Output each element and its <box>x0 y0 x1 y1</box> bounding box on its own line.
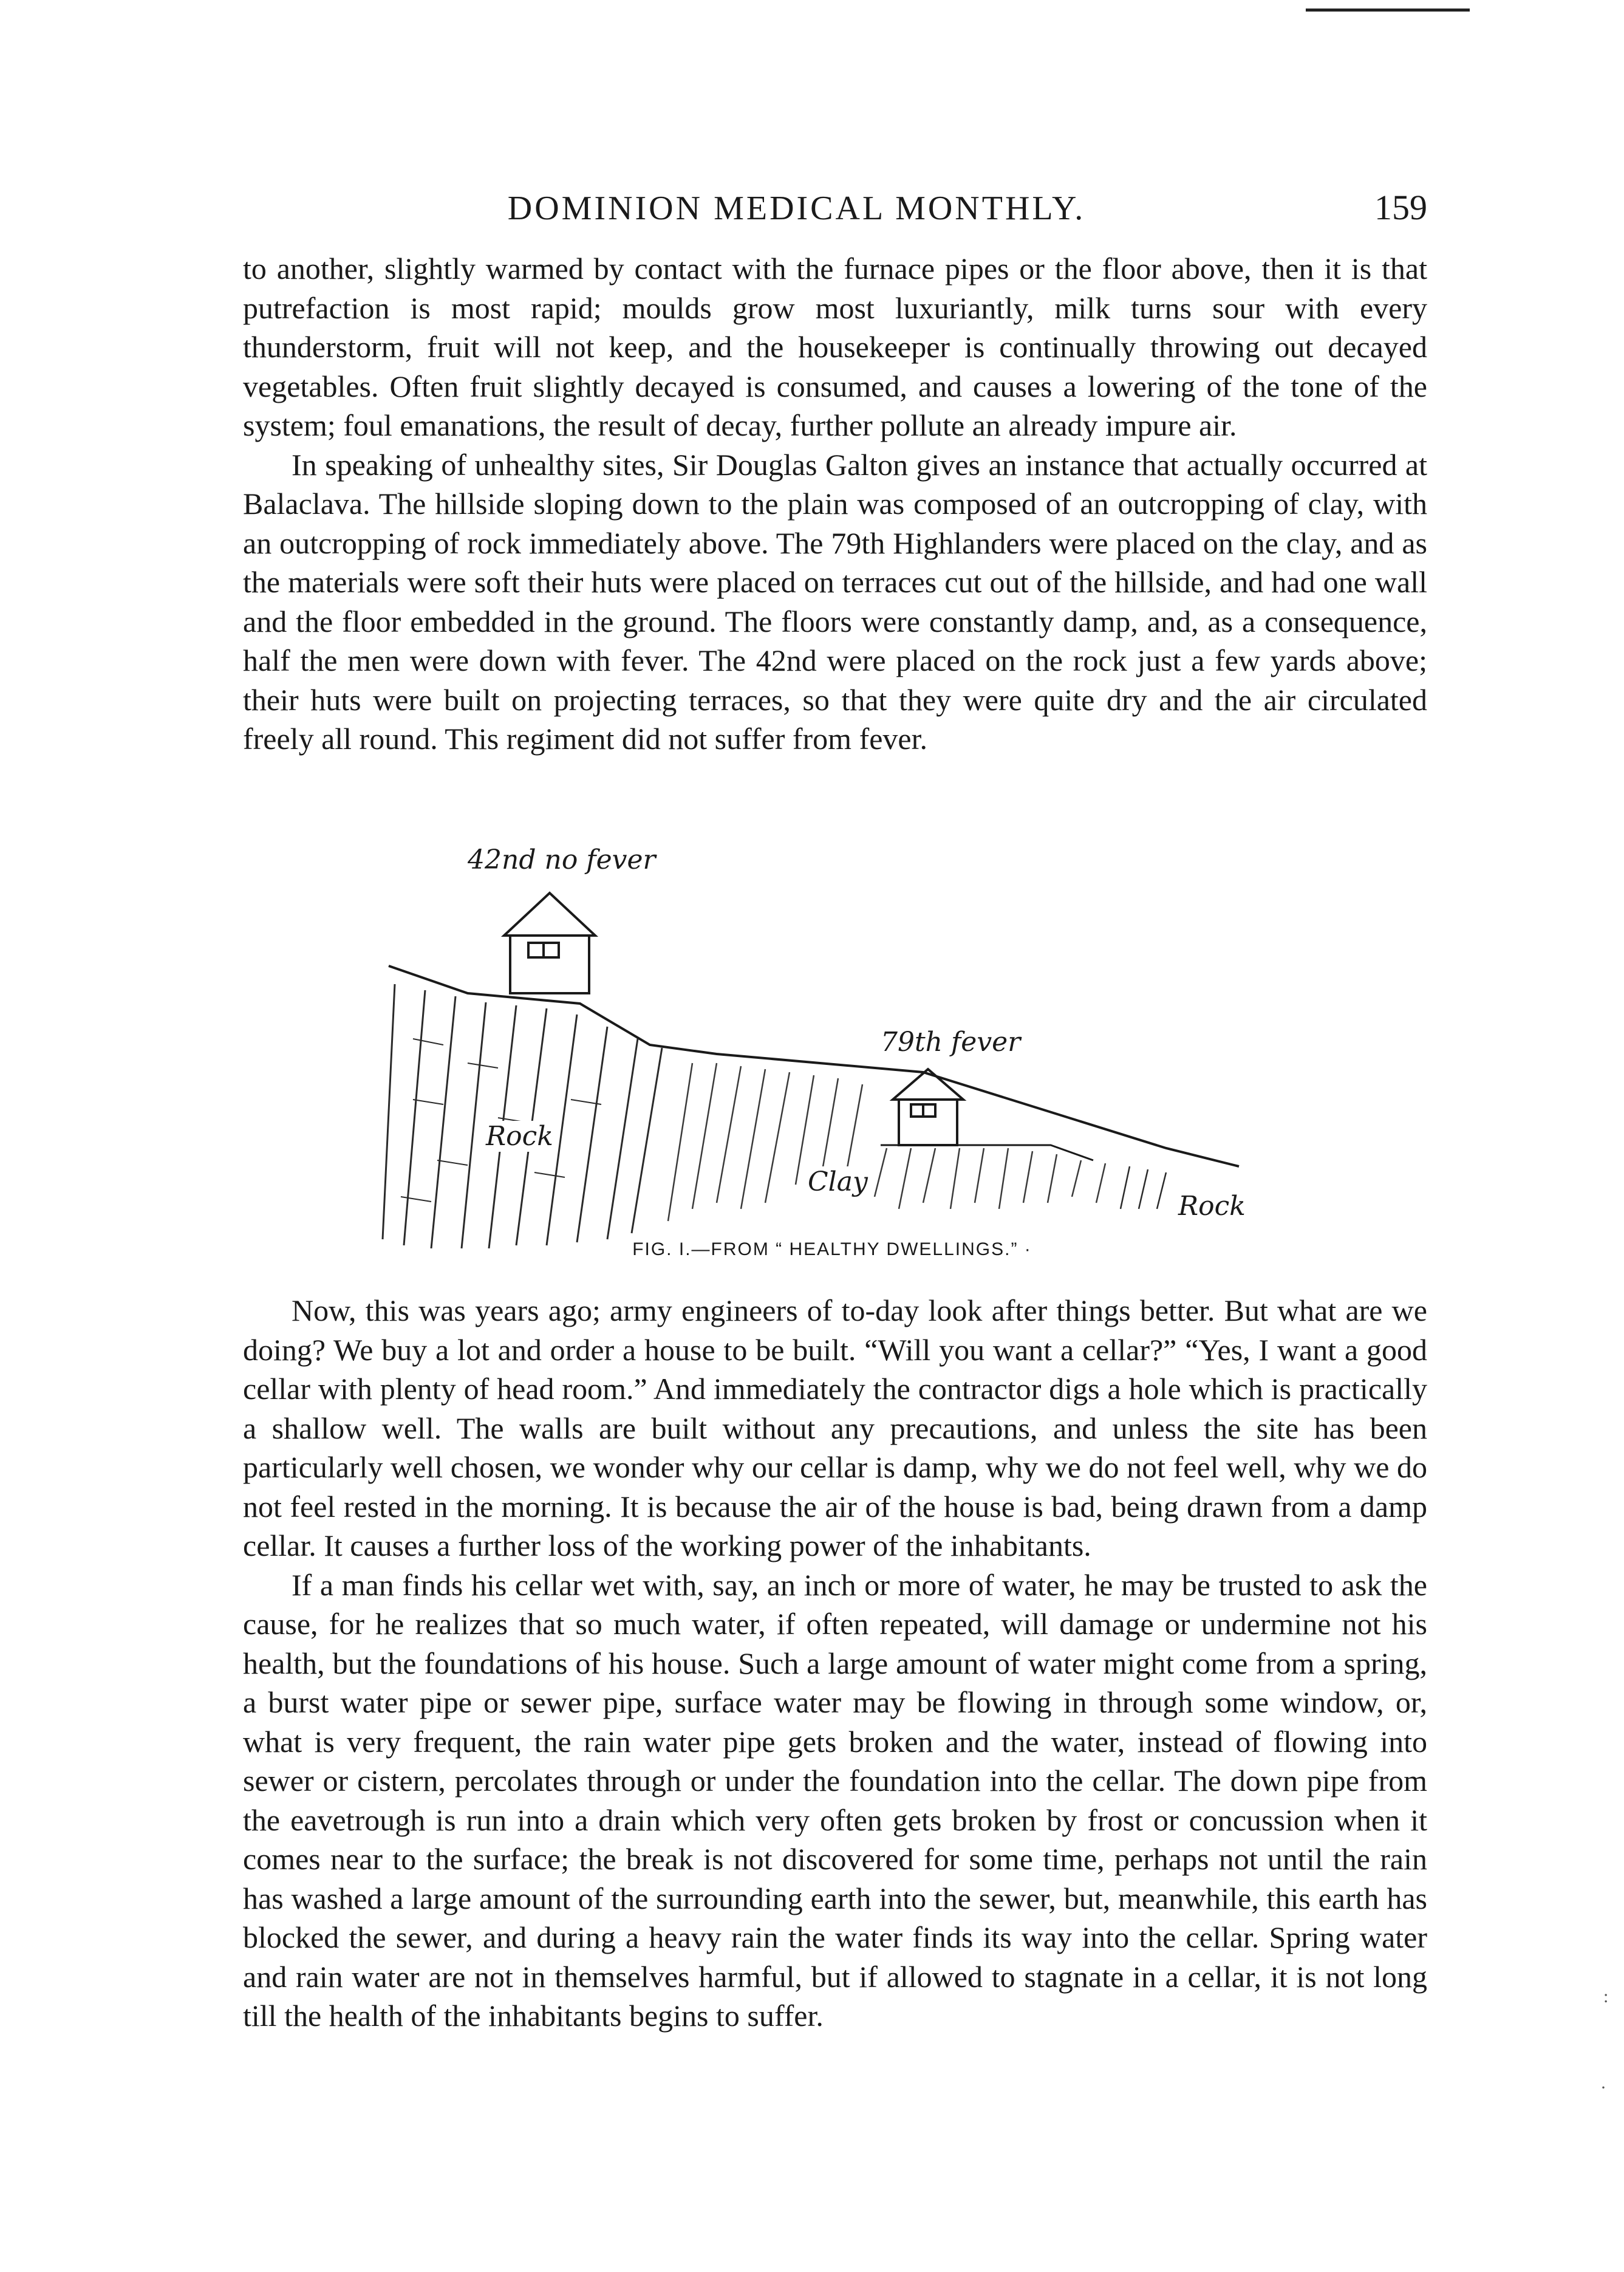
label-42nd: 42nd no fever <box>468 844 656 875</box>
paragraph: In speaking of unhealthy sites, Sir Douglas Galton gives an instance that actually occurred at Balaclava. The hillside sloping down to the plain was composed of an outcropping of clay, with an outcropping of rock immediately above. The 79th Highlanders were placed on the clay, and as the materials were soft their huts were placed on terraces cut out of the hillside, and had one wall and the floor embedded in the ground. The floors were constantly damp, and, as a consequence, half the men were down with fever. The 42nd were placed on the rock just a few yards above; their huts were built on projecting terraces, so that they were quite dry and the air circulated freely all round. This regiment did not suffer from fever. <box>243 447 1427 756</box>
margin-speck: : <box>1603 1986 1609 2007</box>
figure-hillside-diagram <box>377 844 1275 1264</box>
rock-strata-right <box>1121 1166 1166 1209</box>
clay-hatching <box>668 1063 1105 1221</box>
paragraph: Now, this was years ago; army engineers of to-day look after things better. But what are we doing? We buy a lot and order a house to be built. “Will you want a cellar?” “Yes, I want a good cellar with plenty of head room.” And immediately the contractor digs a hole which is practically a shallow well. The walls are built without any precautions, and unless the site has been particularly well chosen, we wonder why our cellar is damp, why we do not feel well, why we do not feel rested in the morning. It is because the air of the house is bad, being drawn from a damp cellar. It causes a further loss of the working power of the inhabitants. <box>243 1293 1427 1562</box>
label-79th: 79th fever <box>881 1027 1021 1058</box>
margin-speck: · <box>1600 2078 1606 2098</box>
body-text-top <box>243 249 1427 759</box>
paragraph: to another, slightly warmed by contact with the furnace pipes or the floor above, then it is that putrefaction is most rapid; moulds grow most luxuriantly, milk turns sour with every thunderstorm, fruit will not keep, and the housekeeper is continually throwing out decayed vegetables. Often fruit slightly decayed is consumed, and causes a lowering of the tone of the system; foul emanations, the result of decay, further pollute an already impure air. <box>243 251 1427 442</box>
label-clay: Clay <box>808 1166 868 1197</box>
label-rock-left: Rock <box>486 1121 553 1152</box>
hut-42nd <box>504 893 595 993</box>
label-rock-right: Rock <box>1178 1191 1246 1222</box>
journal-title: DOMINION MEDICAL MONTHLY. <box>507 190 1086 227</box>
rock-strata-left <box>383 984 662 1248</box>
figure-caption: FIG. I.—FROM “ HEALTHY DWELLINGS.” · <box>632 1239 1032 1259</box>
top-rule <box>1306 9 1470 12</box>
body-text-bottom <box>243 1291 1427 2036</box>
running-head <box>243 187 1427 228</box>
page-number: 159 <box>1374 188 1427 227</box>
paragraph: If a man finds his cellar wet with, say, an inch or more of water, he may be trusted to ask the cause, for he realizes that so much water, if often repeated, will damage or undermine not his health, but the foundations of his house. Such a large amount of water might come from a spring, a burst water pipe or sewer pipe, surface water may be flowing in through some window, or, what is very frequent, the rain water pipe gets broken and the water, instead of flowing into sewer or cistern, percolates through or under the foundation into the cellar. The down pipe from the eavetrough is run into a drain which very often gets broken by frost or concussion when it comes near to the surface; the break is not discovered for some time, perhaps not until the rain has washed a large amount of the surrounding earth into the sewer, but, meanwhile, this earth has blocked the sewer, and during a heavy rain the water finds its way into the cellar. Spring water and rain water are not in themselves harmful, but if allowed to stagnate in a cellar, it is not long till the health of the inhabitants begins to suffer. <box>243 1567 1427 2033</box>
hillside-illustration <box>377 844 1275 1264</box>
